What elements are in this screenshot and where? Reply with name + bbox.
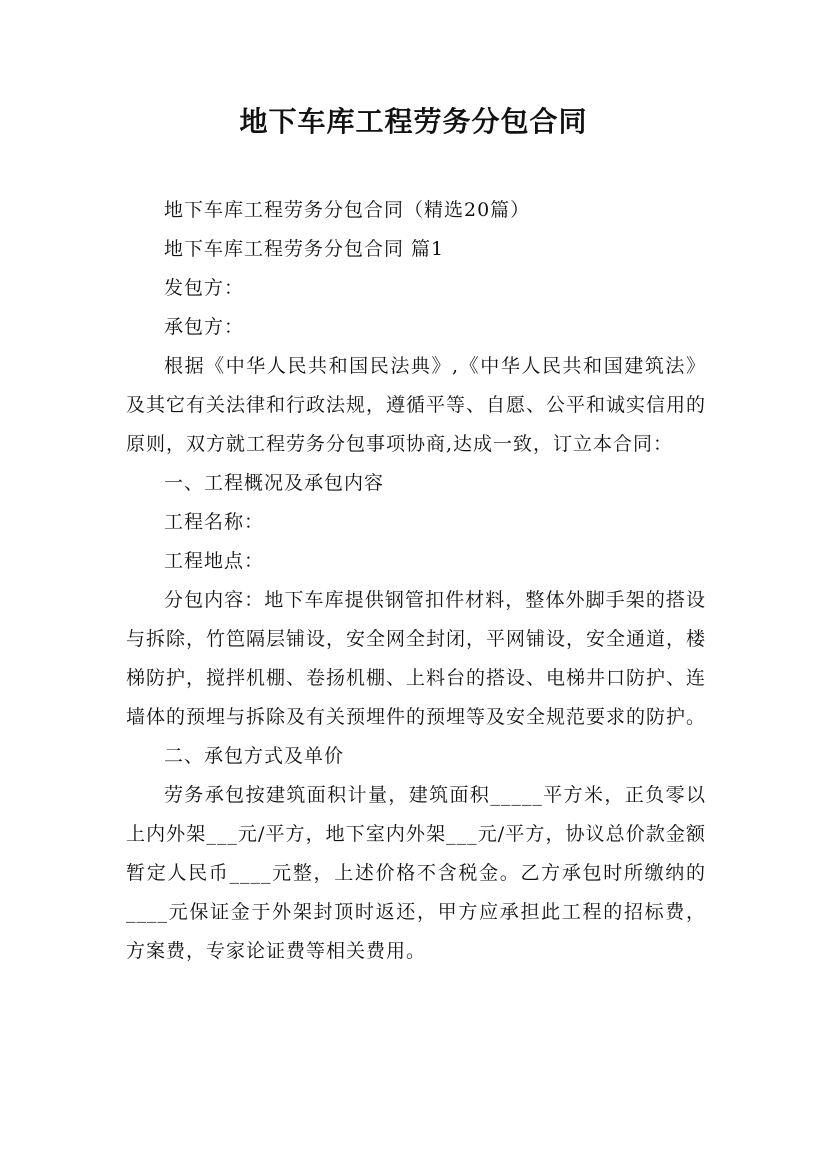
paragraph-preamble: 根据《中华人民共和国民法典》,《中华人民共和国建筑法》及其它有关法律和行政法规，遵循平等、自愿、公平和诚实信用的原则，双方就工程劳务分包事项协商,达成一致，订立本合同： xyxy=(126,355,707,455)
section-heading-overview: 一、工程概况及承包内容 xyxy=(164,472,385,494)
paragraph-pricing-terms: 劳务承包按建筑面积计量，建筑面积_____平方米，正负零以上内外架___元/平方，地下室内外架___元/平方，协议总价款金额暂定人民币____元整，上述价格不含税金。乙方承包时所缴纳的____元保证金于外架封顶时返还，甲方应承担此工程的招标费，方案费，专家论证费等相关费用。 xyxy=(126,784,706,962)
paragraph-project-location: 工程地点： xyxy=(164,550,265,572)
paragraph-article-heading: 地下车库工程劳务分包合同 篇1 xyxy=(164,238,445,260)
section-heading-pricing: 二、承包方式及单价 xyxy=(164,745,345,767)
document-title: 地下车库工程劳务分包合同 xyxy=(239,105,588,138)
paragraph-contractor: 承包方： xyxy=(164,316,245,338)
paragraph-project-name: 工程名称： xyxy=(164,511,265,533)
paragraph-subcontract-scope: 分包内容：地下车库提供钢管扣件材料，整体外脚手架的搭设与拆除，竹笆隔层铺设，安全网全封闭，平网铺设，安全通道，楼梯防护，搅拌机棚、卷扬机棚、上料台的搭设、电梯井口防护、连墙体的预埋与拆除及有关预埋件的预埋等及安全规范要求的防护。 xyxy=(126,589,707,728)
paragraph-employer: 发包方： xyxy=(164,277,245,299)
paragraph-collection-title: 地下车库工程劳务分包合同（精选20篇） xyxy=(164,199,531,221)
document-body xyxy=(126,191,706,971)
